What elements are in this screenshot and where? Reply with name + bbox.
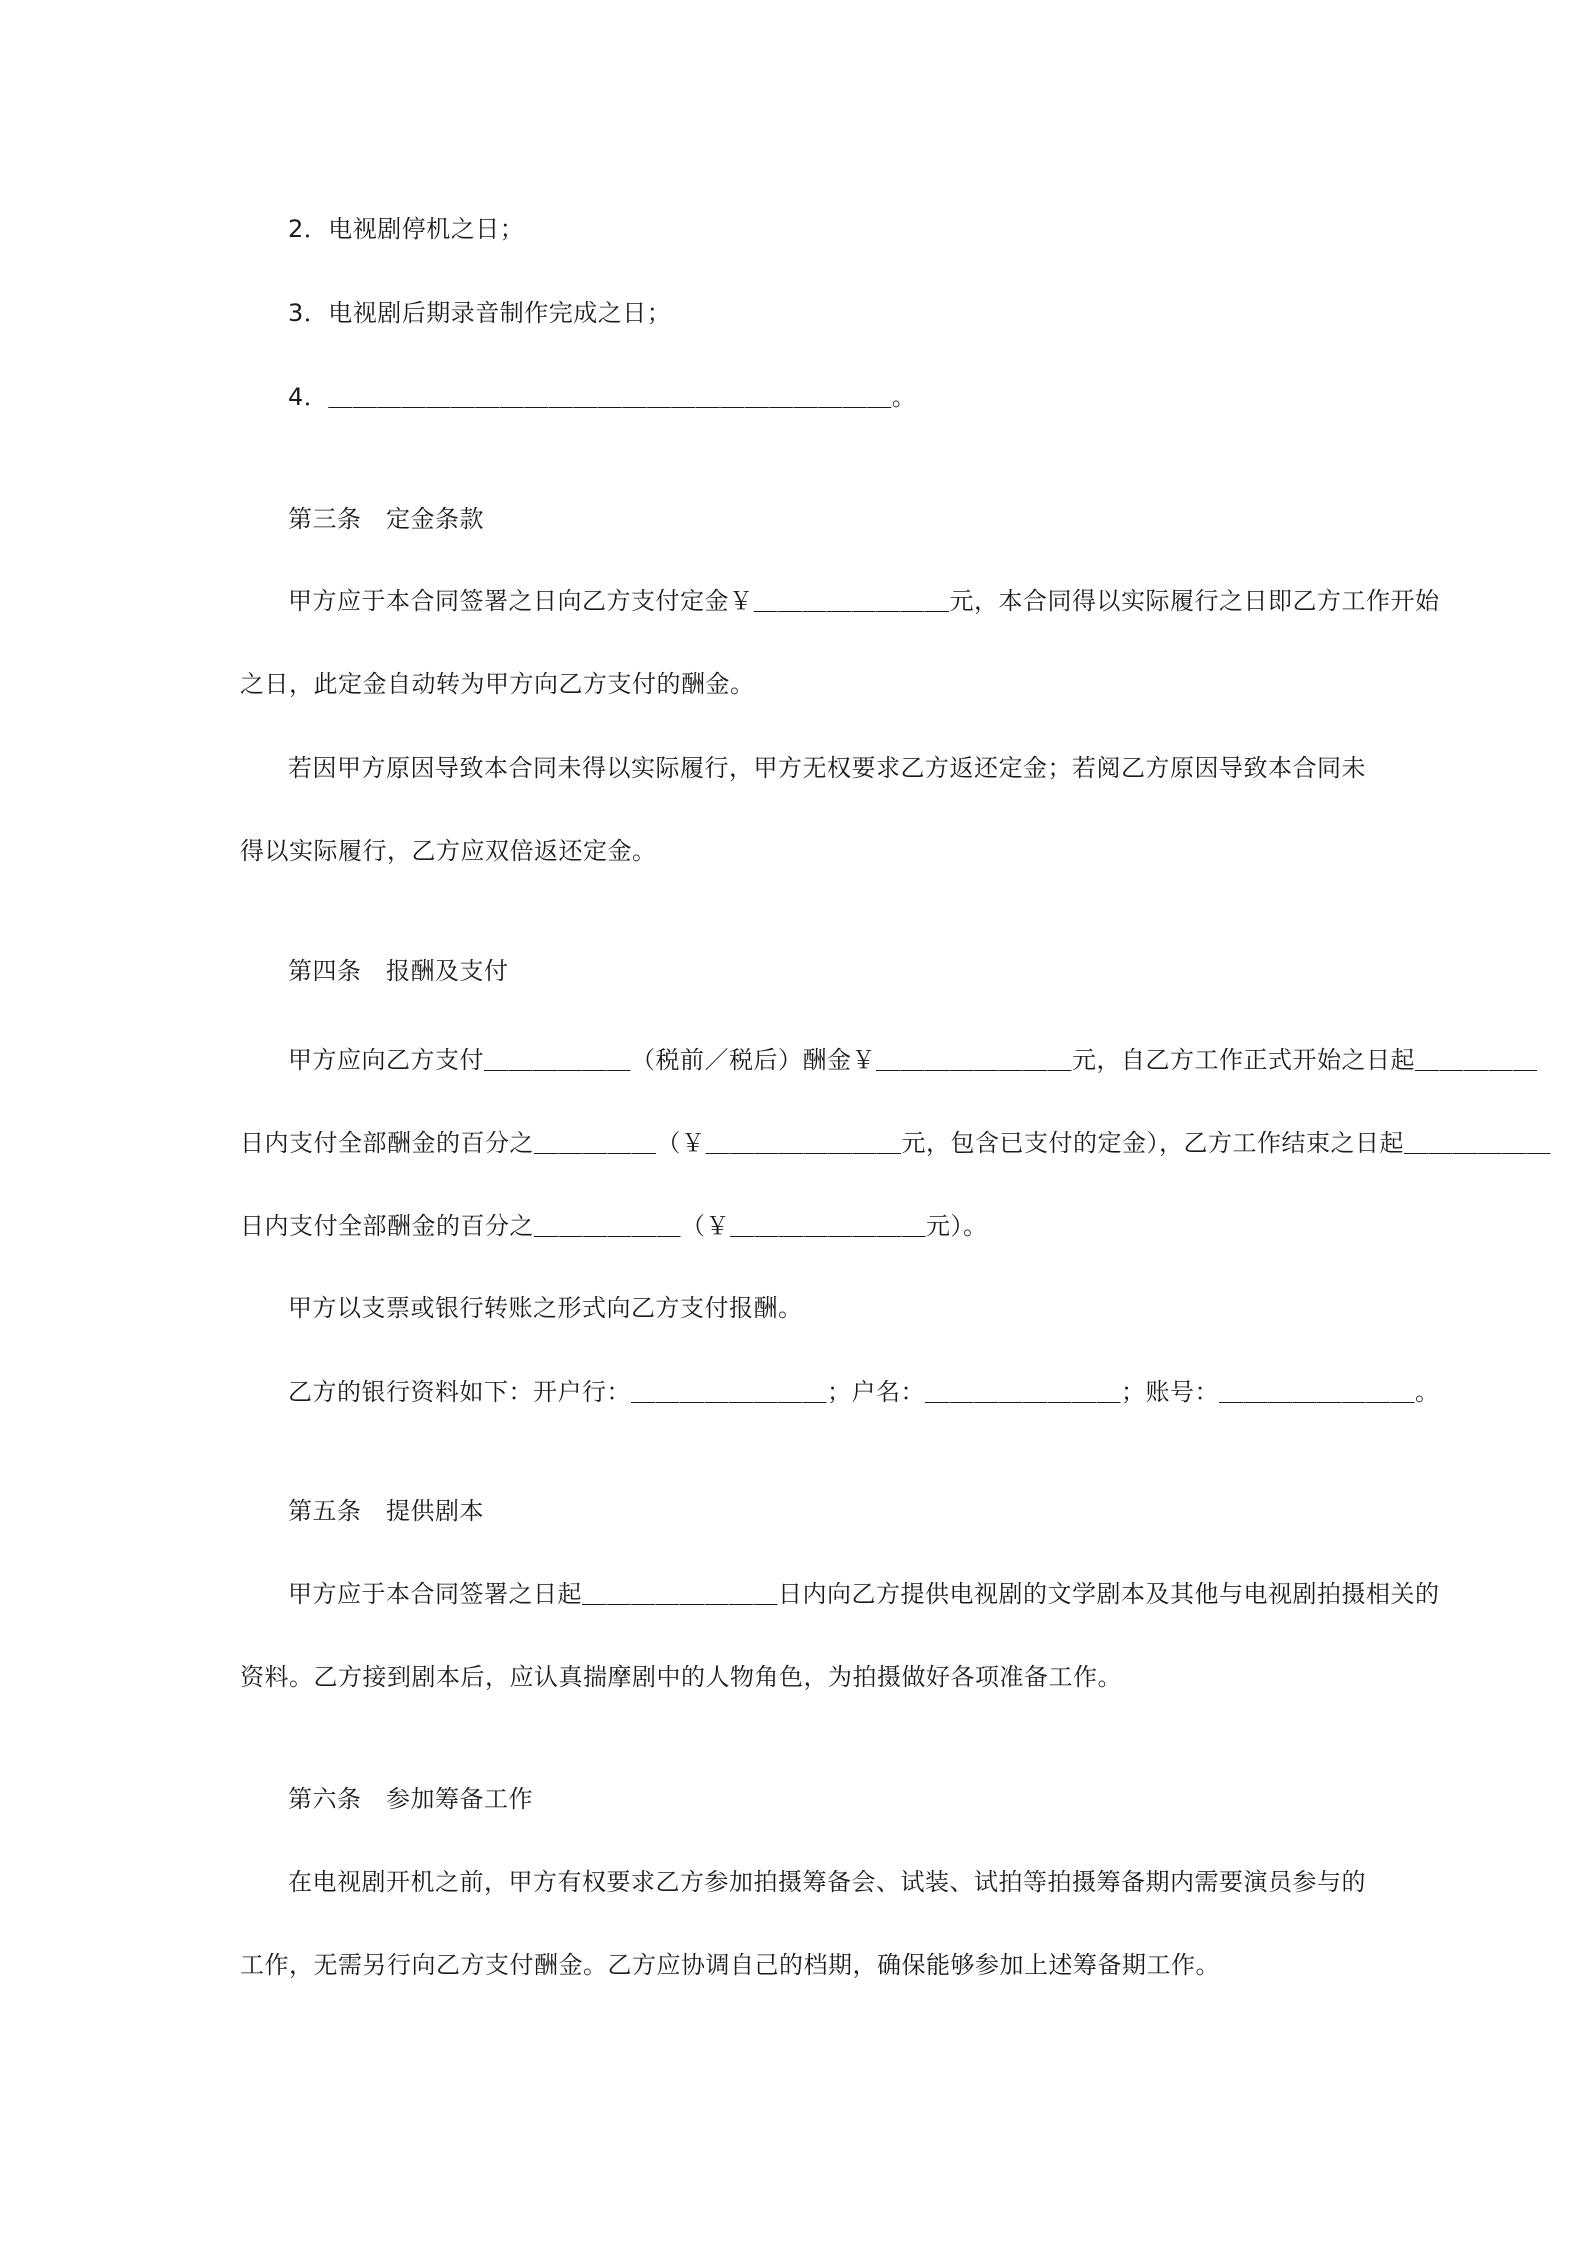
article-4-paragraph-3: 乙方的银行资料如下：开户行：＿＿＿＿＿＿＿＿；户名：＿＿＿＿＿＿＿＿；账号：＿＿＿＿＿＿＿＿。 — [288, 1378, 1440, 1406]
article-4-paragraph-2: 甲方以支票或银行转账之形式向乙方支付报酬。 — [288, 1294, 803, 1322]
list-item-4: 4．＿＿＿＿＿＿＿＿＿＿＿＿＿＿＿＿＿＿＿＿＿＿＿。 — [288, 383, 917, 411]
list-item-2: 2．电视剧停机之日； — [288, 215, 525, 243]
article-4-paragraph-1-line-2: 日内支付全部酬金的百分之＿＿＿＿＿（￥＿＿＿＿＿＿＿＿元，包含已支付的定金），乙方工作结束之日起＿＿＿＿＿＿ — [240, 1129, 1551, 1157]
article-6-paragraph-1-line-1: 在电视剧开机之前，甲方有权要求乙方参加拍摄筹备会、试装、试拍等拍摄筹备期内需要演员参与的 — [288, 1868, 1366, 1896]
article-5-heading: 第五条 提供剧本 — [288, 1497, 484, 1525]
article-3-paragraph-2-line-1: 若因甲方原因导致本合同未得以实际履行，甲方无权要求乙方返还定金；若阅乙方原因导致本合同未 — [288, 754, 1366, 782]
article-5-paragraph-1-line-2: 资料。乙方接到剧本后，应认真揣摩剧中的人物角色，为拍摄做好各项准备工作。 — [240, 1663, 1122, 1691]
list-item-3: 3．电视剧后期录音制作完成之日； — [288, 299, 672, 327]
article-5-paragraph-1-line-1: 甲方应于本合同签署之日起＿＿＿＿＿＿＿＿日内向乙方提供电视剧的文学剧本及其他与电视剧拍摄相关的 — [288, 1580, 1440, 1608]
article-4-paragraph-1-line-3: 日内支付全部酬金的百分之＿＿＿＿＿＿（￥＿＿＿＿＿＿＿＿元）。 — [240, 1212, 988, 1240]
article-4-heading: 第四条 报酬及支付 — [288, 957, 509, 985]
article-3-paragraph-1-line-2: 之日，此定金自动转为甲方向乙方支付的酬金。 — [240, 670, 755, 698]
article-6-paragraph-1-line-2: 工作，无需另行向乙方支付酬金。乙方应协调自己的档期，确保能够参加上述筹备期工作。 — [240, 1951, 1220, 1979]
article-3-heading: 第三条 定金条款 — [288, 505, 484, 533]
article-4-paragraph-1-line-1: 甲方应向乙方支付＿＿＿＿＿＿（税前／税后）酬金￥＿＿＿＿＿＿＿＿元，自乙方工作正式开始之日起＿＿＿＿＿ — [288, 1046, 1538, 1074]
article-6-heading: 第六条 参加筹备工作 — [288, 1785, 533, 1813]
article-3-paragraph-1-line-1: 甲方应于本合同签署之日向乙方支付定金￥＿＿＿＿＿＿＿＿元，本合同得以实际履行之日即乙方工作开始 — [288, 587, 1440, 615]
article-3-paragraph-2-line-2: 得以实际履行，乙方应双倍返还定金。 — [240, 837, 657, 865]
